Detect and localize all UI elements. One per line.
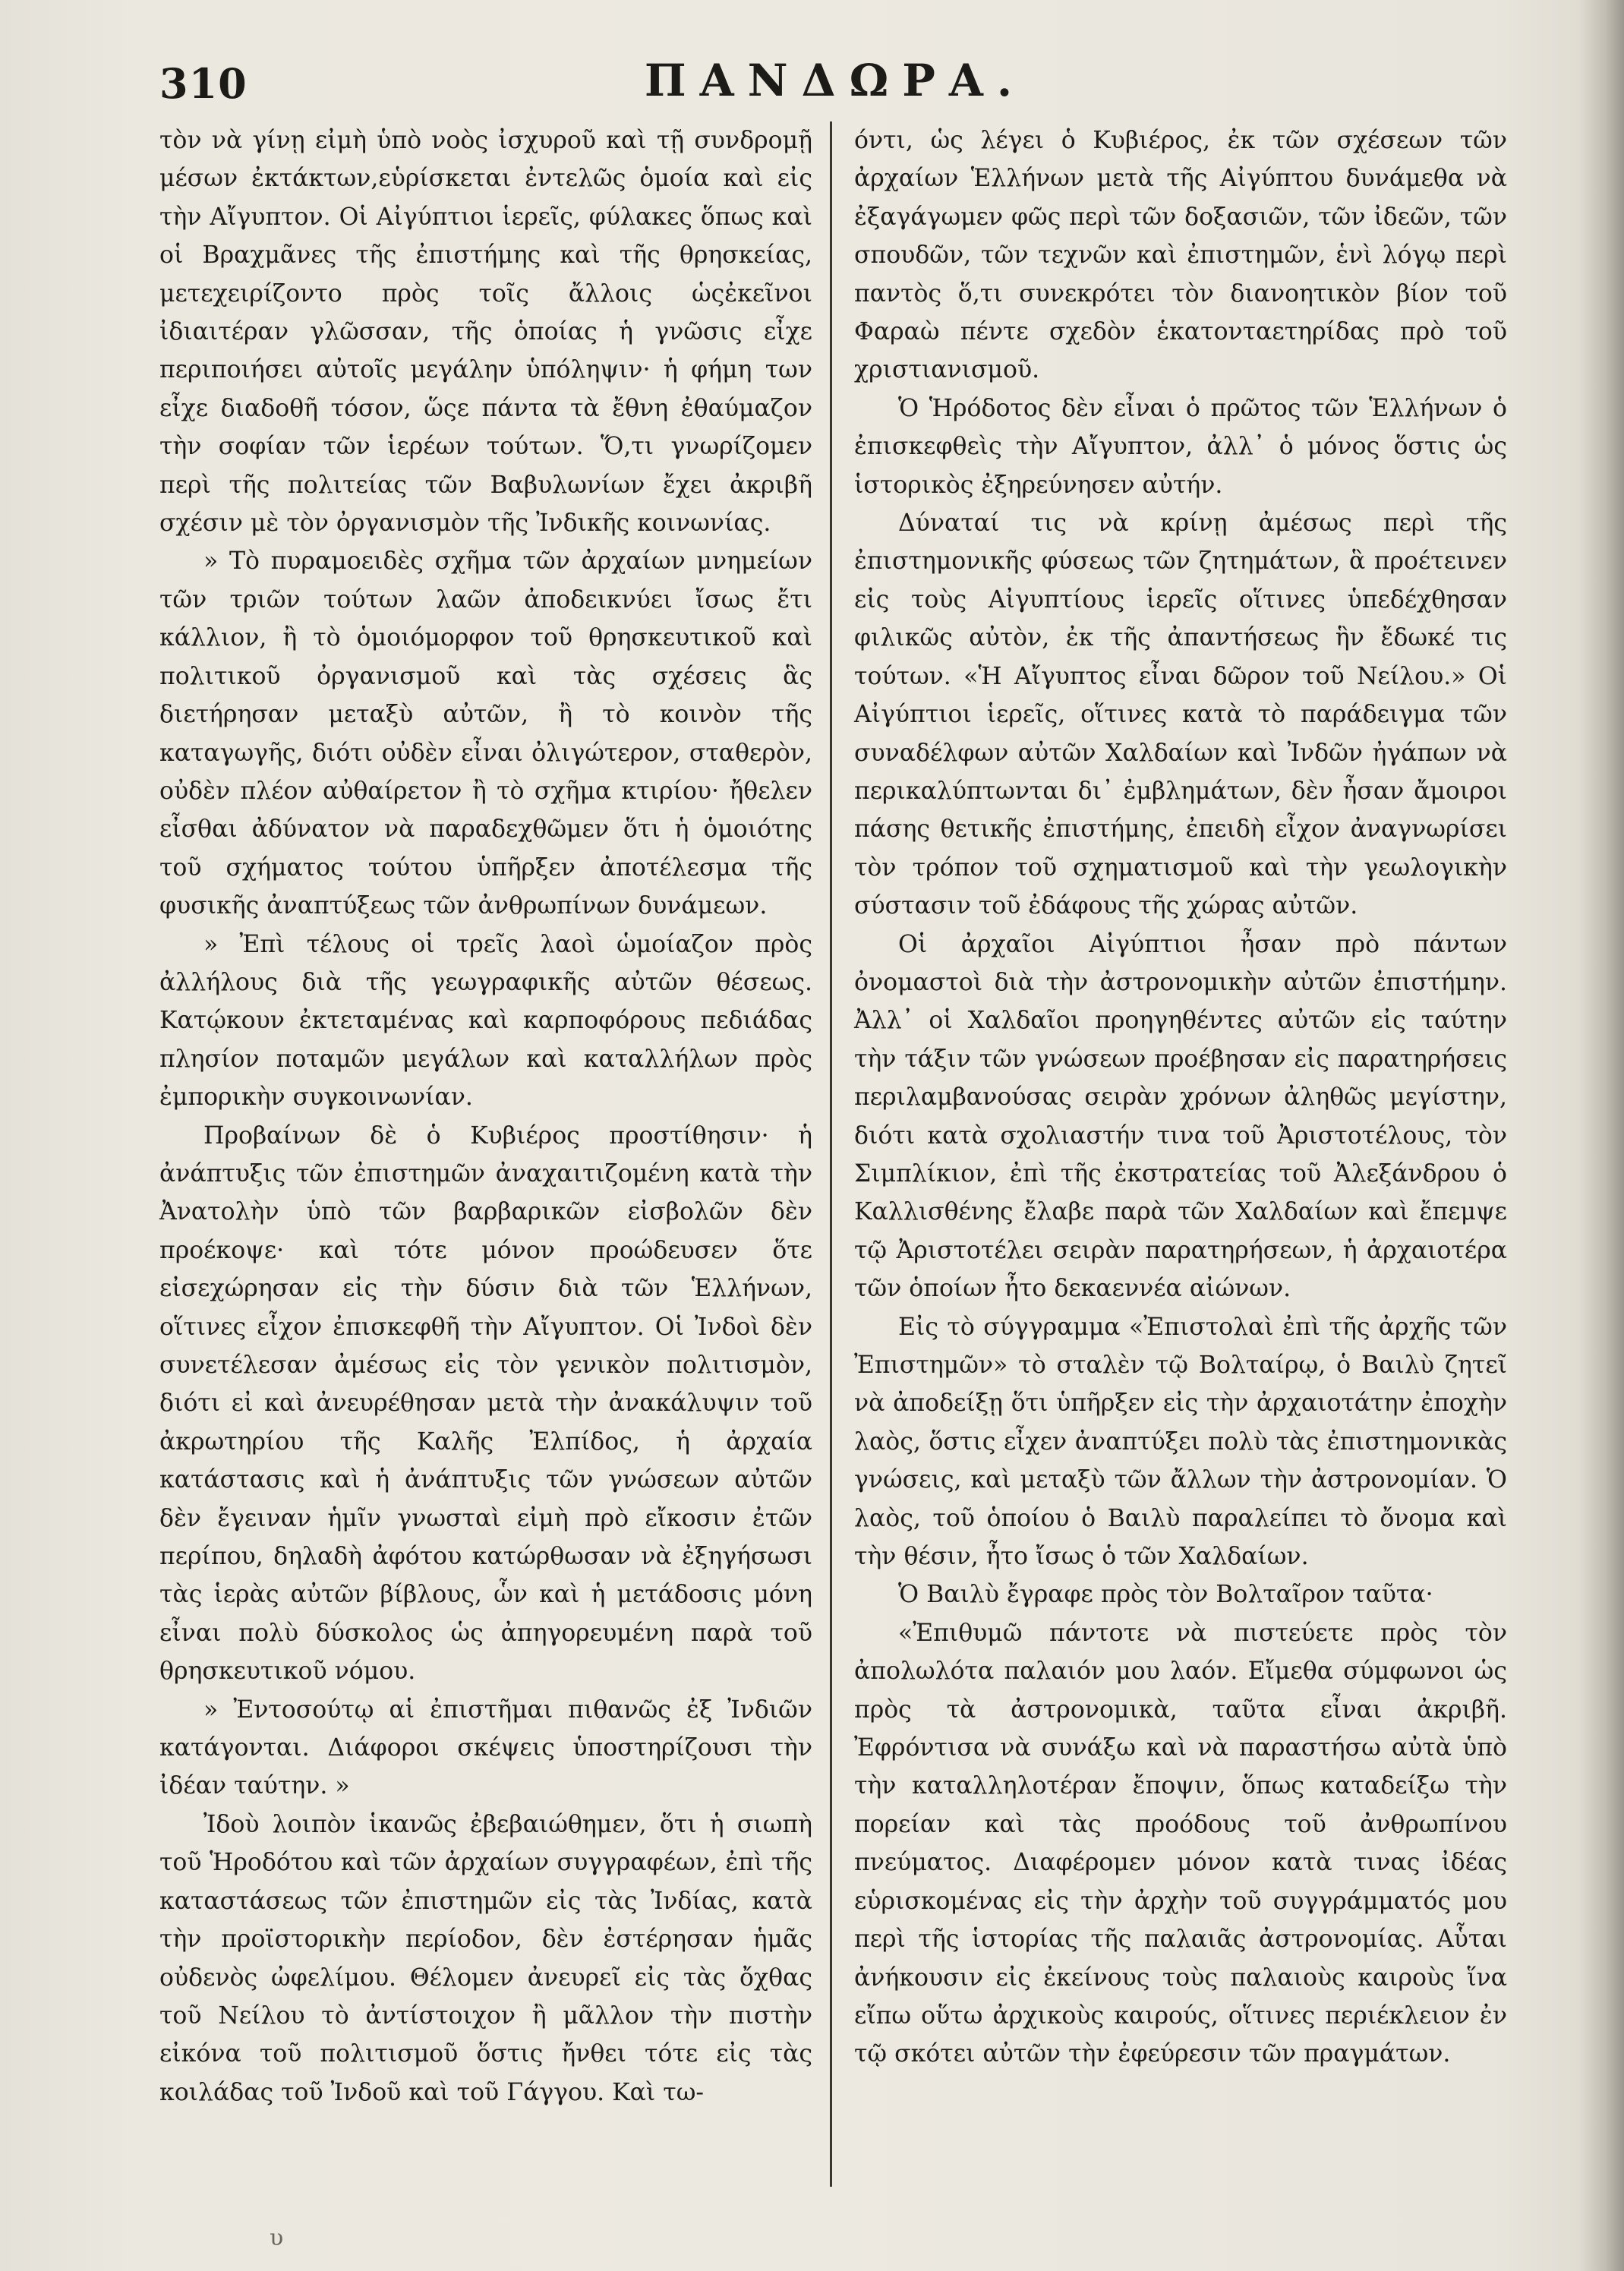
paragraph: Ὁ Βαιλὺ ἔγραφε πρὸς τὸν Βολταῖρον ταῦτα· xyxy=(898,1581,1433,1609)
right-column xyxy=(854,121,1507,2074)
paragraph: Προβαίνων δὲ ὁ Κυβιέρος προστίθησιν· ἡ ἀνάπτυξις τῶν ἐπιστημῶν ἀναχαιτιζομένη κατὰ τὴν Ἀνατολὴν ὑπὸ τῶν βαρβαρικῶν εἰσβολῶν δὲν προέκοψε· καὶ τότε μόνον προώδευσεν ὅτε εἰσεχώρησαν εἰς τὴν δύσιν διὰ τῶν Ἑλλήνων, οἵτινες εἶχον ἐπισκεφθῆ τὴν Αἴγυπτον. Οἱ Ἰνδοὶ δὲν συνετέλεσαν ἀμέσως εἰς τὸν γενικὸν πολιτισμὸν, διότι εἰ καὶ ἀνευρέθησαν μετὰ τὴν ἀνακάλυψιν τοῦ ἀκρωτηρίου τῆς Καλῆς Ἐλπίδος, ἡ ἀρχαία κατάστασις καὶ ἡ ἀνάπτυξις τῶν γνώσεων αὐτῶν δὲν ἔγειναν ἡμῖν γνωσταὶ εἰμὴ πρὸ εἴκοσιν ἐτῶν περίπου, δηλαδὴ ἀφότου κατώρθωσαν νὰ ἐξηγήσωσι τὰς ἱερὰς αὐτῶν βίβλους, ὧν καὶ ἡ μετάδοσις μόνη εἶναι πολὺ δύσκολος ὡς ἀπηγορευμένη παρὰ τοῦ θρησκευτικοῦ νόμου. xyxy=(159,1121,812,1686)
left-column xyxy=(159,121,812,2112)
column-divider xyxy=(830,121,832,2187)
paragraph: » Ἐντοσούτῳ αἱ ἐπιστῆμαι πιθανῶς ἐξ Ἰνδιῶν κατάγονται. Διάφοροι σκέψεις ὑποστηρίζουσι τὴν ἰδέαν ταύτην. » xyxy=(159,1695,812,1800)
footer-mark: υ xyxy=(270,2225,284,2251)
paragraph: Ἰδοὺ λοιπὸν ἱκανῶς ἐβεβαιώθημεν, ὅτι ἡ σιωπὴ τοῦ Ἡροδότου καὶ τῶν ἀρχαίων συγγραφέων, ἐπὶ τῆς καταστάσεως τῶν ἐπιστημῶν εἰς τὰς Ἰνδίας, κατὰ τὴν προϊστορικὴν περίοδον, δὲν ἐστέρησαν ἡμᾶς οὐδενὸς ὠφελίμου. Θέλομεν ἀνευρεῖ εἰς τὰς ὄχθας τοῦ Νείλου τὸ ἀντίστοιχον ἢ μᾶλλον τὴν πιστὴν εἰκόνα τοῦ πολιτισμοῦ ὅστις ἤνθει τότε εἰς τὰς κοιλάδας τοῦ Ἰνδοῦ καὶ τοῦ Γάγγου. Καὶ τω- xyxy=(159,1810,812,2106)
paragraph: Εἰς τὸ σύγγραμμα «Ἐπιστολαὶ ἐπὶ τῆς ἀρχῆς τῶν Ἐπιστημῶν» τὸ σταλὲν τῷ Βολταίρῳ, ὁ Βαιλὺ ζητεῖ νὰ ἀποδείξῃ ὅτι ὑπῆρξεν εἰς τὴν ἀρχαιοτάτην ἐποχὴν λαὸς, ὅστις εἶχεν ἀναπτύξει πολὺ τὰς ἐπιστημονικὰς γνώσεις, καὶ μεταξὺ τῶν ἄλλων τὴν ἀστρονομίαν. Ὁ λαὸς, τοῦ ὁποίου ὁ Βαιλὺ παραλείπει τὸ ὄνομα καὶ τὴν θέσιν, ἦτο ἴσως ὁ τῶν Χαλδαίων. xyxy=(854,1313,1507,1571)
page-spine-shadow xyxy=(1578,0,1624,2271)
paragraph: » Τὸ πυραμοειδὲς σχῆμα τῶν ἀρχαίων μνημείων τῶν τριῶν τούτων λαῶν ἀποδεικνύει ἴσως ἔτι κάλλιον, ἢ τὸ ὁμοιόμορφον τοῦ θρησκευτικοῦ καὶ πολιτικοῦ ὀργανισμοῦ καὶ τὰς σχέσεις ἃς διετήρησαν μεταξὺ αὐτῶν, ἢ τὸ κοινὸν τῆς καταγωγῆς, διότι οὐδὲν εἶναι ὀλιγώτερον, σταθερὸν, οὐδὲν πλέον αὐθαίρετον ἢ τὸ σχῆμα κτιρίου· ἤθελεν εἶσθαι ἀδύνατον νὰ παραδεχθῶμεν ὅτι ἡ ὁμοιότης τοῦ σχήματος τούτου ὑπῆρξεν ἀποτέλεσμα τῆς φυσικῆς ἀναπτύξεως τῶν ἀνθρωπίνων δυνάμεων. xyxy=(159,547,812,920)
paragraph: Δύναταί τις νὰ κρίνῃ ἀμέσως περὶ τῆς ἐπιστημονικῆς φύσεως τῶν ζητημάτων, ἃ προέτεινεν εἰς τοὺς Αἰγυπτίους ἱερεῖς οἵτινες ὑπεδέχθησαν φιλικῶς αὐτὸν, ἐκ τῆς ἀπαντήσεως ἣν ἔδωκέ τις τούτων. «Ἡ Αἴγυπτος εἶναι δῶρον τοῦ Νείλου.» Οἱ Αἰγύπτιοι ἱερεῖς, οἵτινες κατὰ τὸ παράδειγμα τῶν συναδέλφων αὐτῶν Χαλδαίων καὶ Ἰνδῶν ἠγάπων νὰ περικαλύπτωνται δι᾽ ἐμβλημάτων, δὲν ἦσαν ἄμοιροι πάσης θετικῆς ἐπιστήμης, ἐπειδὴ εἶχον ἀναγνωρίσει τὸν τρόπον τοῦ σχηματισμοῦ καὶ τὴν γεωλογικὴν σύστασιν τοῦ ἐδάφους τῆς χώρας αὐτῶν. xyxy=(854,509,1507,920)
paragraph: όντι, ὡς λέγει ὁ Κυβιέρος, ἐκ τῶν σχέσεων τῶν ἀρχαίων Ἑλλήνων μετὰ τῆς Αἰγύπτου δυνάμεθα νὰ ἐξαγάγωμεν φῶς περὶ τῶν δοξασιῶν, τῶν ἰδεῶν, τῶν σπουδῶν, τῶν τεχνῶν καὶ ἐπιστημῶν, ἑνὶ λόγῳ περὶ παντὸς ὅ,τι συνεκρότει τὸν διανοητικὸν βίον τοῦ Φαραὼ πέντε σχεδὸν ἑκατονταετηρίδας πρὸ τοῦ χριστιανισμοῦ. xyxy=(854,127,1507,384)
paragraph: «Ἐπιθυμῶ πάντοτε νὰ πιστεύετε πρὸς τὸν ἀπολωλότα παλαιόν μου λαόν. Εἴμεθα σύμφωνοι ὡς πρὸς τὰ ἀστρονομικὰ, ταῦτα εἶναι ἀκριβῆ. Ἐφρόντισα νὰ συνάξω καὶ νὰ παραστήσω αὐτὰ ὑπὸ τὴν καταλληλοτέραν ἔποψιν, ὅπως καταδείξω τὴν πορείαν καὶ τὰς προόδους τοῦ ἀνθρωπίνου πνεύματος. Διαφέρομεν μόνον κατὰ τινας ἰδέας εὑρισκομένας εἰς τὴν ἀρχὴν τοῦ συγγράμματός μου περὶ τῆς ἱστορίας τῆς παλαιᾶς ἀστρονομίας. Αὗται ἀνήκουσιν εἰς ἐκείνους τοὺς παλαιοὺς καιροὺς ἵνα εἴπω οὕτω ἀρχικοὺς καιρούς, οἵτινες περιέκλειον ἐν τῷ σκότει αὐτῶν τὴν ἐφεύρεσιν τῶν πραγμάτων. xyxy=(854,1619,1507,2068)
running-title: ΠΑΝΔΩΡΑ. xyxy=(644,55,1026,106)
page-number: 310 xyxy=(159,59,248,108)
paragraph: Ὁ Ἡρόδοτος δὲν εἶναι ὁ πρῶτος τῶν Ἑλλήνων ὁ ἐπισκεφθεὶς τὴν Αἴγυπτον, ἀλλ᾽ ὁ μόνος ὅστις ὡς ἱστορικὸς ἐξηρεύνησεν αὐτήν. xyxy=(854,394,1507,499)
paragraph: » Ἐπὶ τέλους οἱ τρεῖς λαοὶ ὡμοίαζον πρὸς ἀλλήλους διὰ τῆς γεωγραφικῆς αὐτῶν θέσεως. Κατῴκουν ἐκτεταμένας καὶ καρποφόρους πεδιάδας πλησίον ποταμῶν μεγάλων καὶ καταλλήλων πρὸς ἐμπορικὴν συγκοινωνίαν. xyxy=(159,930,812,1112)
paragraph: τὸν νὰ γίνῃ εἰμὴ ὑπὸ νοὸς ἰσχυροῦ καὶ τῇ συνδρομῇ μέσων ἐκτάκτων,εὑρίσκεται ἐντελῶς ὁμοία καὶ εἰς τὴν Αἴγυπτον. Οἱ Αἰγύπτιοι ἱερεῖς, φύλακες ὅπως καὶ οἱ Βραχμᾶνες τῆς ἐπιστήμης καὶ τῆς θρησκείας, μετεχειρίζοντο πρὸς τοῖς ἄλλοις ὡςἐκεῖνοι ἰδιαιτέραν γλῶσσαν, τῆς ὁποίας ἡ γνῶσις εἶχε περιποιήσει αὐτοῖς μεγάλην ὑπόληψιν· ἡ φήμη των εἶχε διαδοθῆ τόσον, ὥςε πάντα τὰ ἔθνη ἐθαύμαζον τὴν σοφίαν τῶν ἱερέων τούτων. Ὅ,τι γνωρίζομεν περὶ τῆς πολιτείας τῶν Βαβυλωνίων ἔχει ἀκριβῆ σχέσιν μὲ τὸν ὀργανισμὸν τῆς Ἰνδικῆς κοινωνίας. xyxy=(159,127,812,538)
paragraph: Οἱ ἀρχαῖοι Αἰγύπτιοι ἦσαν πρὸ πάντων ὀνομαστοὶ διὰ τὴν ἀστρονομικὴν αὐτῶν ἐπιστήμην. Ἀλλ᾽ οἱ Χαλδαῖοι προηγηθέντες αὐτῶν εἰς ταύτην τὴν τάξιν τῶν γνώσεων προέβησαν εἰς παρατηρήσεις περιλαμβανούσας σειρὰν χρόνων ἀληθῶς μεγίστην, διότι κατὰ σχολιαστήν τινα τοῦ Ἀριστοτέλους, τὸν Σιμπλίκιον, ἐπὶ τῆς ἐκστρατείας τοῦ Ἀλεξάνδρου ὁ Καλλισθένης ἔλαβε παρὰ τῶν Χαλδαίων καὶ ἔπεμψε τῷ Ἀριστοτέλει σειρὰν παρατηρήσεων, ἡ ἀρχαιοτέρα τῶν ὁποίων ἦτο δεκαεννέα αἰώνων. xyxy=(854,930,1507,1303)
